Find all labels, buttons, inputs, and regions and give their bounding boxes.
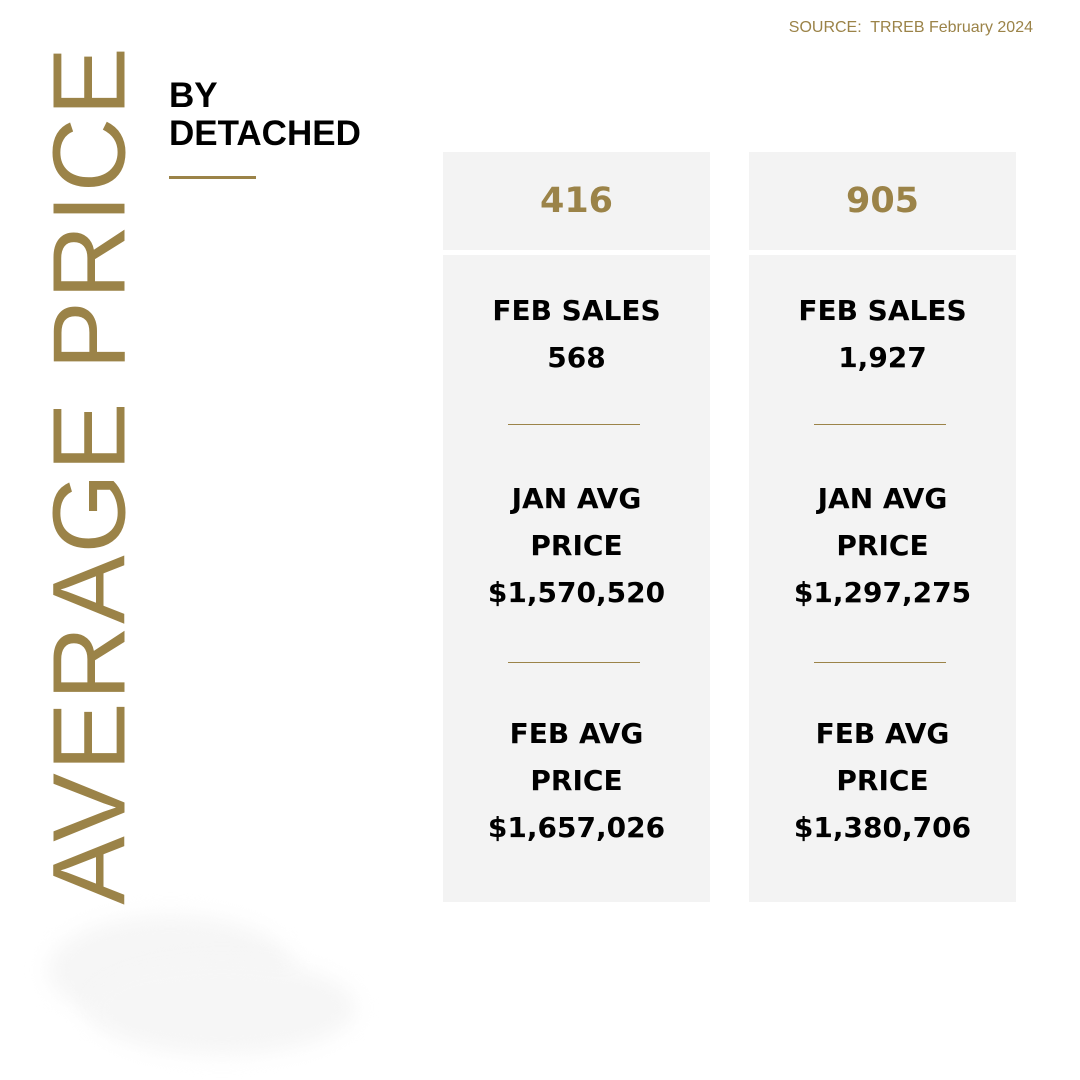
feb-avg-price-value: $1,380,706 [793,811,972,844]
feb-sales-label: FEB SALES [492,294,661,327]
divider [508,662,640,663]
jan-avg-price-value: $1,297,275 [793,576,972,609]
column-panel [749,255,1016,902]
feb-sales-value: 1,927 [838,341,927,374]
feb-avg-price-value: $1,657,026 [487,811,666,844]
jan-avg-price-value: $1,570,520 [487,576,666,609]
jan-avg-label: JAN AVG [817,482,948,515]
column-header: 905 [749,152,1016,250]
jan-avg-label: JAN AVG [511,482,642,515]
jan-avg-price-stat [749,475,1016,616]
subtitle [169,77,361,153]
column-panel [443,255,710,902]
feb-avg-price-stat [749,710,1016,851]
subtitle-divider [169,176,256,179]
page-title: AVERAGE PRICE [31,45,147,905]
feb-sales-label: FEB SALES [798,294,967,327]
faded-watermark-shape [88,960,356,1055]
feb-avg-price-stat [443,710,710,851]
feb-price-label: PRICE [530,764,623,797]
divider [508,424,640,425]
subtitle-line-1: BY [169,76,218,115]
column-header: 416 [443,152,710,250]
jan-avg-price-stat [443,475,710,616]
source-note: SOURCE: TRREB February 2024 [788,19,1033,36]
feb-sales-stat [749,287,1016,381]
feb-sales-stat [443,287,710,381]
jan-price-label: PRICE [530,529,623,562]
feb-price-label: PRICE [836,764,929,797]
divider [814,662,946,663]
divider [814,424,946,425]
jan-price-label: PRICE [836,529,929,562]
feb-sales-value: 568 [547,341,606,374]
feb-avg-label: FEB AVG [509,717,644,750]
subtitle-line-2: DETACHED [169,114,361,153]
feb-avg-label: FEB AVG [815,717,950,750]
